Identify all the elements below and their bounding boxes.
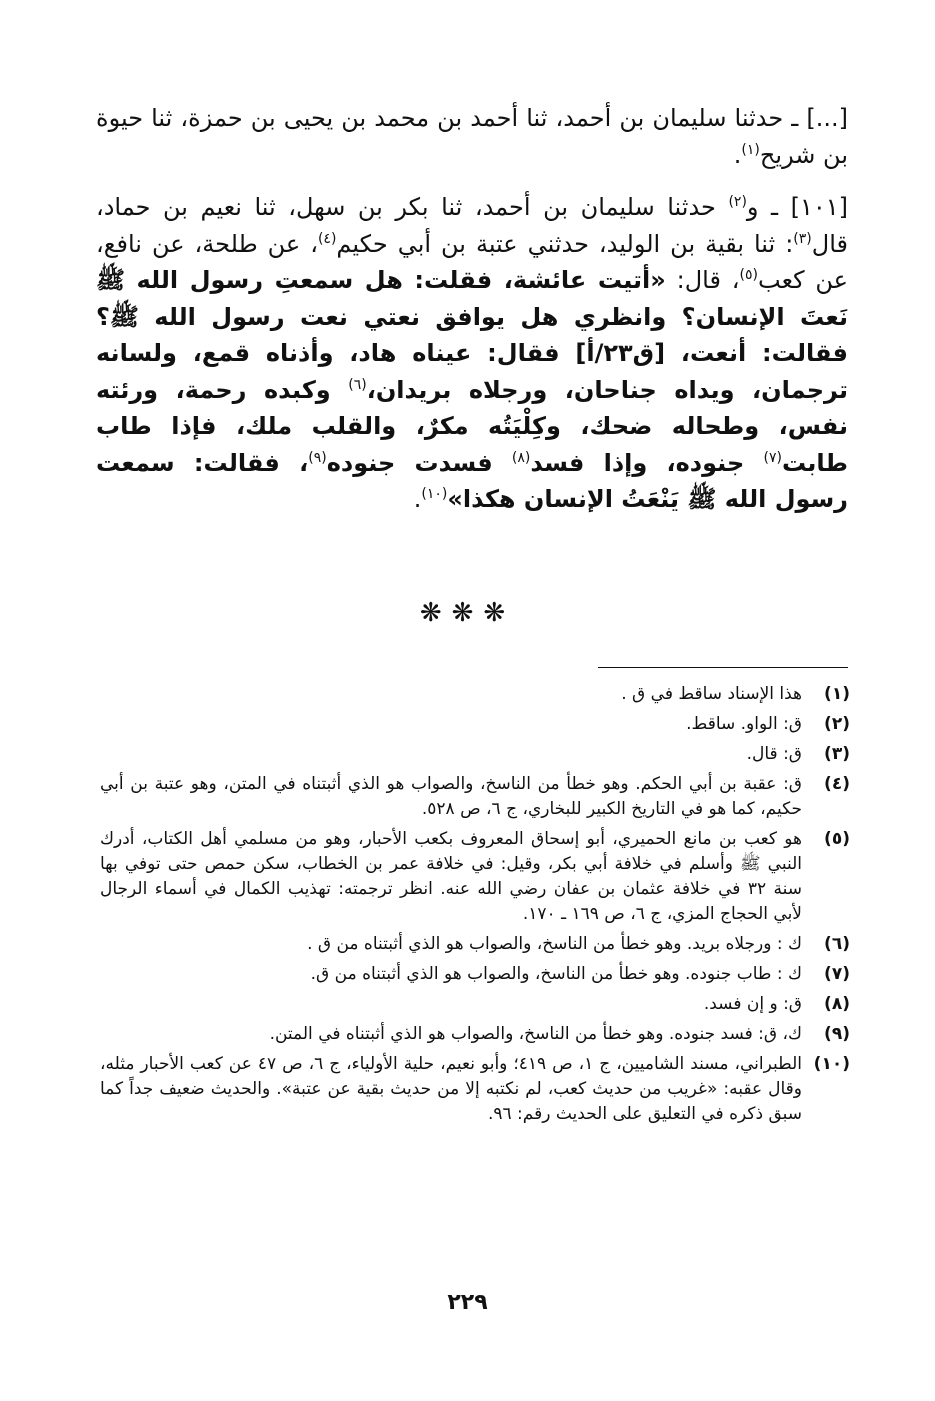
footnote-text: ك، ق: فسد جنوده. وهو خطأ من الناسخ، والصواب هو الذي أثبتناه في المتن.	[269, 1024, 802, 1044]
footnote-number: (٧)	[824, 964, 850, 984]
footnote-text: ق: و إن فسد.	[703, 994, 802, 1014]
footnote-item	[100, 682, 850, 707]
footnote-divider	[598, 667, 848, 668]
hadith-101-matn-2: وكبده رحمة، ورئته نفس، وطحاله ضحك، وكِلْيَتُه مكرٌ، والقلب ملك، فإذا طاب طابت	[96, 375, 848, 477]
footnote-number: (٩)	[824, 1024, 850, 1044]
footnote-item	[100, 712, 850, 737]
footnote-item	[100, 742, 850, 767]
footnote-text: هذا الإسناد ساقط في ق .	[621, 684, 802, 704]
footnote-item	[100, 1052, 850, 1127]
footnote-number: (٥)	[824, 829, 850, 849]
footnote-ref-3[interactable]: (٣)	[793, 230, 812, 247]
hadith-1-text: [...] ـ حدثنا سليمان بن أحمد، ثنا أحمد بن محمد بن يحيى بن حمزة، ثنا حيوة بن شريح	[96, 104, 848, 169]
hadith-101-qala: ، قال:	[665, 266, 740, 294]
footnote-item	[100, 772, 850, 822]
footnote-item	[100, 1022, 850, 1047]
hadith-101-chain-1: حدثنا سليمان بن أحمد، ثنا بكر بن سهل، ثنا نعيم بن حماد، قال	[96, 193, 848, 258]
hadith-101-matn-1: «أتيت عائشة، فقلت: هل سمعتِ رسول الله ﷺ نَعتَ الإنسان؟ وانظري هل يوافق نعتي نعت رسول الله ﷺ؟ فقالت: أنعت، [ق٢٣/أ] فقال: عيناه هاد، وأذناه قمع، ولسانه ترجمان، ويداه جناحان، ورجلاه بريدان،	[96, 266, 848, 404]
footnote-item	[100, 962, 850, 987]
footnote-ref-6[interactable]: (٦)	[348, 376, 367, 393]
footnote-item	[100, 827, 850, 927]
hadith-paragraph-101	[96, 189, 848, 518]
footnote-ref-10[interactable]: (١٠)	[421, 486, 448, 502]
footnote-number: (٣)	[824, 744, 850, 764]
hadith-101-number: [١٠١] ـ و	[746, 193, 849, 221]
footnote-text: ق: عقبة بن أبي الحكم. وهو خطأ من الناسخ، والصواب هو الذي أثبتناه في المتن، وهو عتبة بن أبي حكيم، كما هو في التاريخ الكبير للبخاري، ج ٦، ص ٥٢٨.	[100, 774, 802, 819]
hadith-1-end: .	[733, 140, 742, 169]
footnote-number: (١٠)	[813, 1054, 850, 1074]
footnote-ref-4[interactable]: (٤)	[317, 230, 337, 247]
footnote-number: (٢)	[824, 714, 850, 734]
footnote-number: (٨)	[824, 994, 850, 1014]
hadith-101-chain-2: : ثنا بقية بن الوليد، حدثني عتبة بن أبي حكيم	[336, 229, 794, 258]
footnote-item	[100, 992, 850, 1017]
footnote-number: (٦)	[824, 934, 850, 954]
section-separator: ❋❋❋	[419, 598, 516, 628]
footnote-ref-1[interactable]: (١)	[741, 141, 760, 158]
footnote-ref-8[interactable]: (٨)	[511, 449, 531, 466]
footnote-number: (٤)	[824, 774, 850, 794]
hadith-paragraph-1	[96, 100, 848, 173]
footnote-ref-5[interactable]: (٥)	[739, 267, 758, 283]
footnote-ref-2[interactable]: (٢)	[728, 194, 747, 210]
footnote-item	[100, 932, 850, 957]
footnote-ref-9[interactable]: (٩)	[308, 449, 327, 466]
hadith-101-matn-3: جنوده، وإذا فسد	[530, 448, 764, 477]
footnote-text: الطبراني، مسند الشاميين، ج ١، ص ٤١٩؛ وأبو نعيم، حلية الأولياء، ج ٦، ص ٤٧ عن كعب الأحبار مثله، وقال عقبه: «غريب من حديث كعب، لم نكتبه إلا من حديث بقية عن عتبة». والحديث ضعيف جداً كما سبق ذكره في التعليق على الحديث رقم: ٩٦.	[100, 1054, 802, 1124]
footnote-text: ك : طاب جنوده. وهو خطأ من الناسخ، والصواب هو الذي أثبتناه من ق.	[310, 964, 802, 984]
hadith-101-matn-5: ، فقالت: سمعت رسول الله ﷺ يَنْعَتُ الإنسان هكذا»	[96, 448, 848, 513]
footnote-text: ق: الواو. ساقط.	[686, 714, 802, 734]
main-text	[96, 100, 848, 518]
footnote-text: ك : ورجلاه بريد. وهو خطأ من الناسخ، والصواب هو الذي أثبتناه من ق .	[307, 934, 802, 954]
footnote-text: ق: قال.	[746, 744, 802, 764]
page-number: ٢٢٩	[447, 1290, 488, 1315]
footnote-number: (١)	[824, 684, 850, 704]
footnote-ref-7[interactable]: (٧)	[763, 449, 782, 466]
footnotes-section	[100, 682, 850, 1132]
footnote-text: هو كعب بن مانع الحميري، أبو إسحاق المعروف بكعب الأحبار، وهو من مسلمي أهل الكتاب، أدرك النبي ﷺ وأسلم في خلافة أبي بكر، وقيل: في خلافة عمر بن الخطاب، سكن حمص حتى توفي بها سنة ٣٢ في خلافة عثمان بن عفان رضي الله عنه. انظر ترجمته: تهذيب الكمال في أسماء الرجال لأبي الحجاج المزي، ج ٦، ص ١٦٩ ـ ١٧٠.	[100, 829, 802, 924]
hadith-101-end: .	[413, 485, 422, 513]
hadith-101-chain-3: ، عن طلحة، عن نافع، عن كعب	[96, 229, 848, 294]
hadith-101-matn-4: فسدت جنوده	[326, 448, 512, 477]
